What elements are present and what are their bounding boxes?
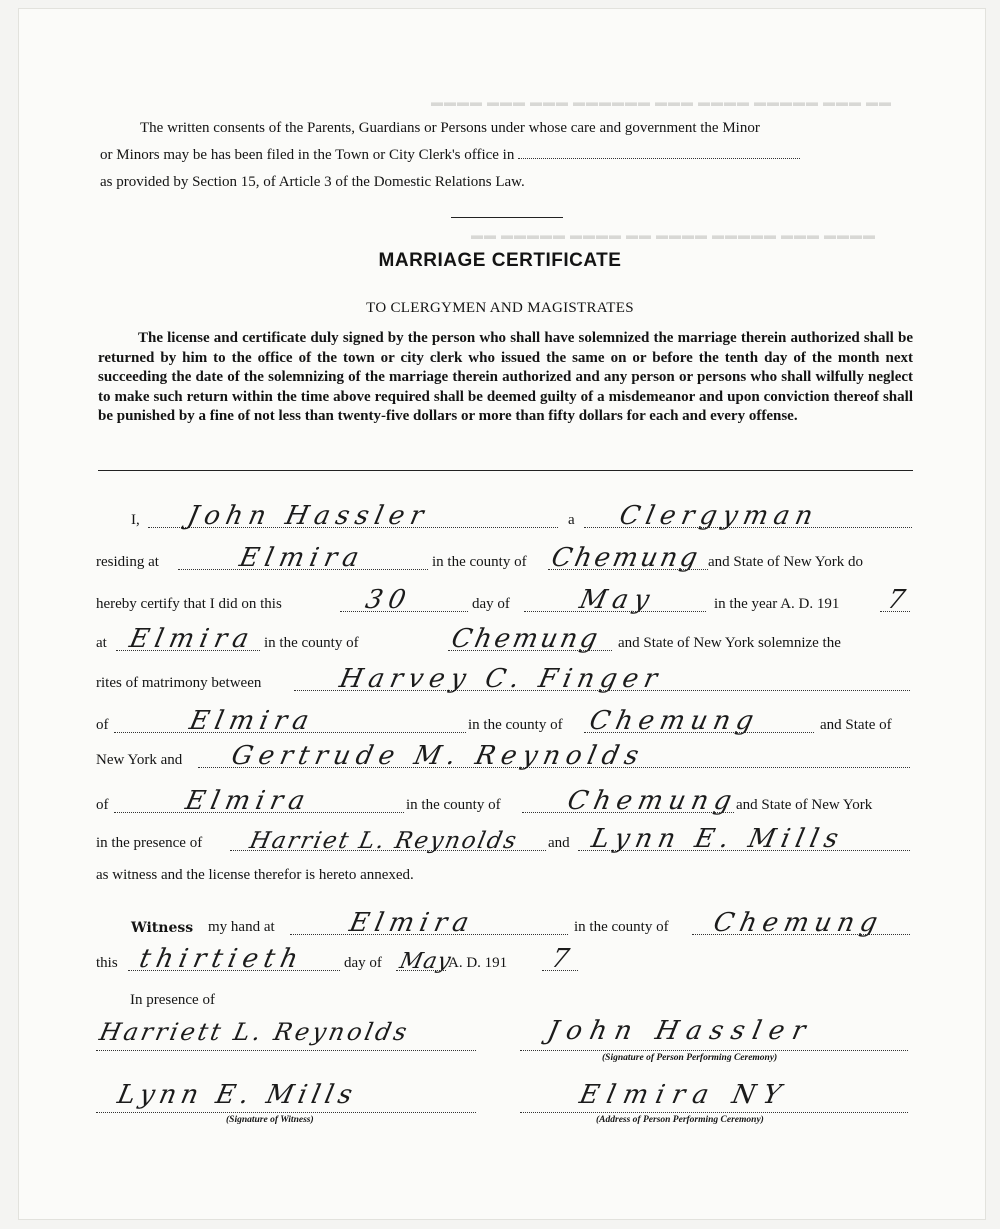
consent-paragraph xyxy=(100,115,918,196)
form-line-date xyxy=(0,585,1000,615)
page-title: MARRIAGE CERTIFICATE xyxy=(378,250,622,271)
clerk-office-field xyxy=(518,148,800,159)
residence-handwriting: Elmira xyxy=(236,543,368,573)
officiant-signature-line xyxy=(520,1050,908,1051)
consent-line-1: The written consents of the Parents, Guardians or Persons under whose care and government the Minor xyxy=(140,120,760,136)
of-label-2: of xyxy=(96,797,109,813)
bride-county-handwriting: Chemung xyxy=(564,786,741,816)
hand-at-label: my hand at xyxy=(208,919,275,935)
witness-place-handwriting: Elmira xyxy=(346,908,478,938)
in-presence-line xyxy=(0,985,1000,1011)
witness-1-handwriting: Harriet L. Reynolds xyxy=(247,828,521,854)
day-of-label-2: day of xyxy=(344,955,382,971)
officiant-title-handwriting: Clergyman xyxy=(616,501,822,531)
residing-label: residing at xyxy=(96,554,159,570)
witness-1-signature-line xyxy=(96,1050,476,1051)
form-line-bride xyxy=(0,741,1000,771)
day-of-label: day of xyxy=(472,596,510,612)
witness-2-handwriting: Lynn E. Mills xyxy=(588,824,847,854)
address-signature-line xyxy=(520,1112,908,1113)
county-label-5: in the county of xyxy=(574,919,669,935)
consent-line-3: as provided by Section 15, of Article 3 of the Domestic Relations Law. xyxy=(100,174,525,190)
state-label: and State of New York do xyxy=(708,554,863,570)
state-ny-label: and State of New York xyxy=(736,797,873,813)
county-label-2: in the county of xyxy=(264,635,359,651)
form-line-place xyxy=(0,624,1000,654)
form-line-groom xyxy=(0,664,1000,694)
county-label: in the county of xyxy=(432,554,527,570)
day-word-handwriting: thirtieth xyxy=(136,944,307,974)
form-line-bride-residence xyxy=(0,786,1000,816)
bride-handwriting: Gertrude M. Reynolds xyxy=(228,741,648,771)
and-label: and xyxy=(548,835,570,851)
form-line-residence xyxy=(0,543,1000,573)
a-label: a xyxy=(568,512,575,528)
i-label: I, xyxy=(131,512,140,528)
witness-2-signature: Lynn E. Mills xyxy=(114,1080,360,1110)
bride-city-handwriting: Elmira xyxy=(182,786,314,816)
groom-handwriting: Harvey C. Finger xyxy=(336,664,666,694)
state-solemnize-label: and State of New York solemnize the xyxy=(618,635,841,651)
page-subtitle: TO CLERGYMEN AND MAGISTRATES xyxy=(366,300,634,316)
witness-county-handwriting: Chemung xyxy=(710,908,887,938)
year-label: in the year A. D. 191 xyxy=(714,596,840,612)
groom-city-handwriting: Elmira xyxy=(186,706,318,736)
place-handwriting: Elmira xyxy=(126,624,258,654)
ad-label: A. D. 191 xyxy=(448,955,508,971)
at-label: at xyxy=(96,635,107,651)
witness-1-signature: Harriett L. Reynolds xyxy=(97,1018,413,1046)
and-state-label: and State of xyxy=(820,717,892,733)
officiant-name-handwriting: John Hassler xyxy=(184,501,433,531)
witness-2-signature-line xyxy=(96,1112,476,1113)
address-caption: (Address of Person Performing Ceremony) xyxy=(596,1115,764,1125)
consent-line-2: or Minors may be has been filed in the Town or City Clerk's office in xyxy=(100,147,515,163)
form-line-witnesses xyxy=(0,824,1000,854)
address-signature: Elmira NY xyxy=(576,1080,792,1110)
witness-word: Witness xyxy=(131,920,194,936)
bleed-through-decoration-2: ▬▬▬▬ ▬▬▬ ▬▬▬▬▬ ▬▬▬▬ ▬▬ ▬▬▬▬ ▬▬▬▬▬ ▬▬ xyxy=(470,228,875,242)
form-line-officiant xyxy=(0,501,1000,531)
notice-paragraph xyxy=(98,329,913,427)
month-handwriting: May xyxy=(576,585,659,615)
annexed-text: as witness and the license therefor is hereto annexed. xyxy=(96,867,414,883)
form-line-witness-date xyxy=(0,944,1000,974)
ny-and-label: New York and xyxy=(96,752,183,768)
notice-text: The license and certificate duly signed by the person who shall have solemnized the marriage therein authorized shall be returned by him to the office of the town or city clerk who issued the same on or before the tenth day of the month next succeeding the date of the solemnizing of the marriage therein authorized and any person or persons who shall wilfully neglect to make such return within the time above required shall be deemed guilty of a misdemeanor and upon conviction thereof shall be punished by a fine of not less than twenty-five dollars or more than fifty dollars for each and every offense. xyxy=(98,330,913,424)
officiant-signature: John Hassler xyxy=(544,1016,817,1046)
place-county-handwriting: Chemung xyxy=(448,624,604,654)
form-line-annexed xyxy=(0,860,1000,886)
year-digit-2-handwriting: 7 xyxy=(548,944,578,974)
groom-county-handwriting: Chemung xyxy=(586,706,763,736)
county-label-3: in the county of xyxy=(468,717,563,733)
presence-label: in the presence of xyxy=(96,835,203,851)
residence-county-handwriting: Chemung xyxy=(548,543,704,573)
officiant-caption: (Signature of Person Performing Ceremony) xyxy=(602,1053,778,1063)
in-presence-label: In presence of xyxy=(130,992,215,1008)
of-label: of xyxy=(96,717,109,733)
bleed-through-decoration: ▬▬ ▬▬▬ ▬▬▬▬▬ ▬▬▬▬ ▬▬▬ ▬▬▬▬▬▬ ▬▬▬ ▬▬▬ ▬▬▬▬ xyxy=(430,95,891,109)
day-number-handwriting: 30 xyxy=(362,585,415,615)
form-line-groom-residence xyxy=(0,706,1000,736)
certify-label: hereby certify that I did on this xyxy=(96,596,282,612)
rites-label: rites of matrimony between xyxy=(96,675,262,691)
county-label-4: in the county of xyxy=(406,797,501,813)
this-label: this xyxy=(96,955,118,971)
witness-caption: (Signature of Witness) xyxy=(226,1115,314,1125)
short-divider xyxy=(451,217,563,218)
month-2-handwriting: May xyxy=(397,949,454,974)
year-digit-handwriting: 7 xyxy=(884,585,914,615)
form-line-witness-hand xyxy=(0,908,1000,938)
section-divider xyxy=(98,470,913,471)
